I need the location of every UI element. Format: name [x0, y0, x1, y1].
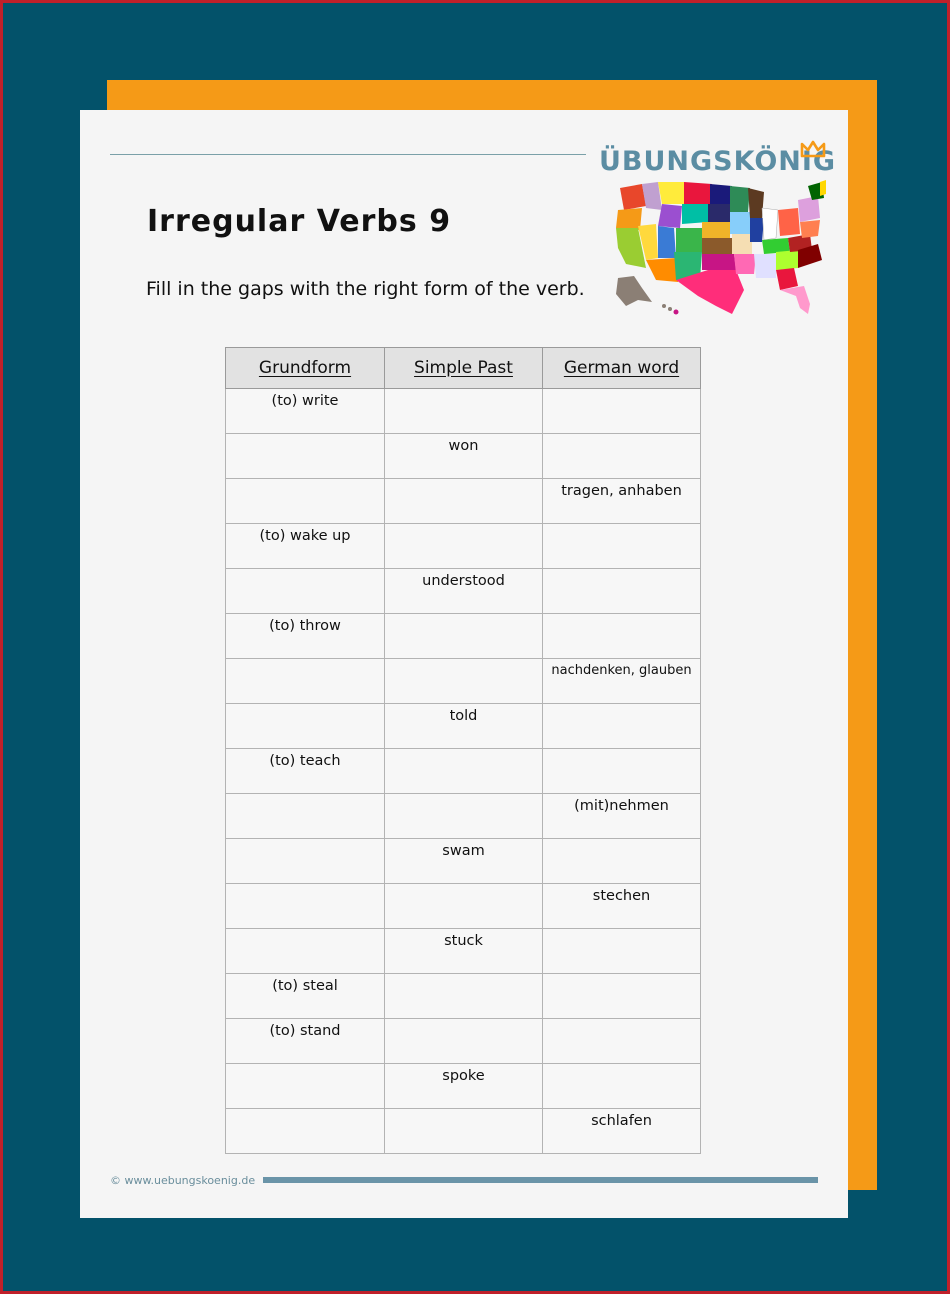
cell-grundform[interactable]: (to) teach — [226, 749, 385, 794]
cell-grundform[interactable] — [226, 884, 385, 929]
cell-grundform[interactable] — [226, 839, 385, 884]
cell-german-word[interactable] — [543, 434, 701, 479]
cell-german-word[interactable]: schlafen — [543, 1109, 701, 1154]
table-header-row — [226, 348, 701, 389]
table-row — [226, 749, 701, 794]
cell-simple-past[interactable] — [385, 389, 543, 434]
cell-german-word[interactable] — [543, 389, 701, 434]
cell-grundform[interactable] — [226, 659, 385, 704]
table-row — [226, 1109, 701, 1154]
table-row — [226, 884, 701, 929]
cell-grundform[interactable] — [226, 479, 385, 524]
cell-german-word[interactable] — [543, 524, 701, 569]
cell-grundform[interactable]: (to) stand — [226, 1019, 385, 1064]
verb-table — [225, 347, 701, 1154]
cell-simple-past[interactable]: swam — [385, 839, 543, 884]
cell-grundform[interactable]: (to) throw — [226, 614, 385, 659]
cell-simple-past[interactable] — [385, 974, 543, 1019]
cell-german-word[interactable] — [543, 1019, 701, 1064]
worksheet-page — [80, 110, 848, 1218]
cell-grundform[interactable] — [226, 794, 385, 839]
table-row — [226, 524, 701, 569]
table-row — [226, 929, 701, 974]
cell-grundform[interactable]: (to) steal — [226, 974, 385, 1019]
worksheet-instruction: Fill in the gaps with the right form of the verb. — [146, 278, 585, 300]
cell-simple-past[interactable]: stuck — [385, 929, 543, 974]
cell-simple-past[interactable] — [385, 884, 543, 929]
table-row — [226, 659, 701, 704]
cell-german-word[interactable]: (mit)nehmen — [543, 794, 701, 839]
cell-german-word[interactable] — [543, 839, 701, 884]
header-german-word: German word — [543, 348, 701, 389]
table-row — [226, 389, 701, 434]
cell-simple-past[interactable] — [385, 749, 543, 794]
table-row — [226, 794, 701, 839]
cell-grundform[interactable]: (to) wake up — [226, 524, 385, 569]
cell-simple-past[interactable]: won — [385, 434, 543, 479]
cell-simple-past[interactable] — [385, 614, 543, 659]
table-row — [226, 479, 701, 524]
cell-simple-past[interactable] — [385, 794, 543, 839]
usa-map-illustration — [612, 178, 828, 316]
cell-grundform[interactable] — [226, 929, 385, 974]
table-row — [226, 569, 701, 614]
cell-german-word[interactable]: stechen — [543, 884, 701, 929]
cell-simple-past[interactable] — [385, 1019, 543, 1064]
cell-simple-past[interactable]: told — [385, 704, 543, 749]
cell-simple-past[interactable] — [385, 524, 543, 569]
cell-grundform[interactable] — [226, 569, 385, 614]
cell-simple-past[interactable]: spoke — [385, 1064, 543, 1109]
crown-icon — [800, 140, 826, 158]
cell-simple-past[interactable]: understood — [385, 569, 543, 614]
cell-german-word[interactable]: nachdenken, glauben — [543, 659, 701, 704]
cell-grundform[interactable] — [226, 434, 385, 479]
cell-grundform[interactable] — [226, 704, 385, 749]
cell-german-word[interactable] — [543, 569, 701, 614]
cell-german-word[interactable] — [543, 1064, 701, 1109]
table-row — [226, 434, 701, 479]
footer-bar — [263, 1177, 818, 1183]
header-rule — [110, 154, 586, 155]
table-row — [226, 839, 701, 884]
cell-german-word[interactable]: tragen, anhaben — [543, 479, 701, 524]
cell-grundform[interactable] — [226, 1109, 385, 1154]
cell-grundform[interactable] — [226, 1064, 385, 1109]
table-row — [226, 1064, 701, 1109]
table-row — [226, 704, 701, 749]
footer-copyright: © www.uebungskoenig.de — [110, 1174, 256, 1187]
cell-simple-past[interactable] — [385, 479, 543, 524]
cell-simple-past[interactable] — [385, 659, 543, 704]
table-row — [226, 614, 701, 659]
worksheet-title: Irregular Verbs 9 — [147, 204, 452, 239]
cell-german-word[interactable] — [543, 704, 701, 749]
table-row — [226, 974, 701, 1019]
cell-german-word[interactable] — [543, 929, 701, 974]
header-simple-past: Simple Past — [385, 348, 543, 389]
header-grundform: Grundform — [226, 348, 385, 389]
cell-grundform[interactable]: (to) write — [226, 389, 385, 434]
cell-german-word[interactable] — [543, 974, 701, 1019]
brand-logo-text: ÜBUNGSKÖNIG — [599, 146, 837, 177]
table-row — [226, 1019, 701, 1064]
cell-german-word[interactable] — [543, 749, 701, 794]
cell-simple-past[interactable] — [385, 1109, 543, 1154]
cell-german-word[interactable] — [543, 614, 701, 659]
